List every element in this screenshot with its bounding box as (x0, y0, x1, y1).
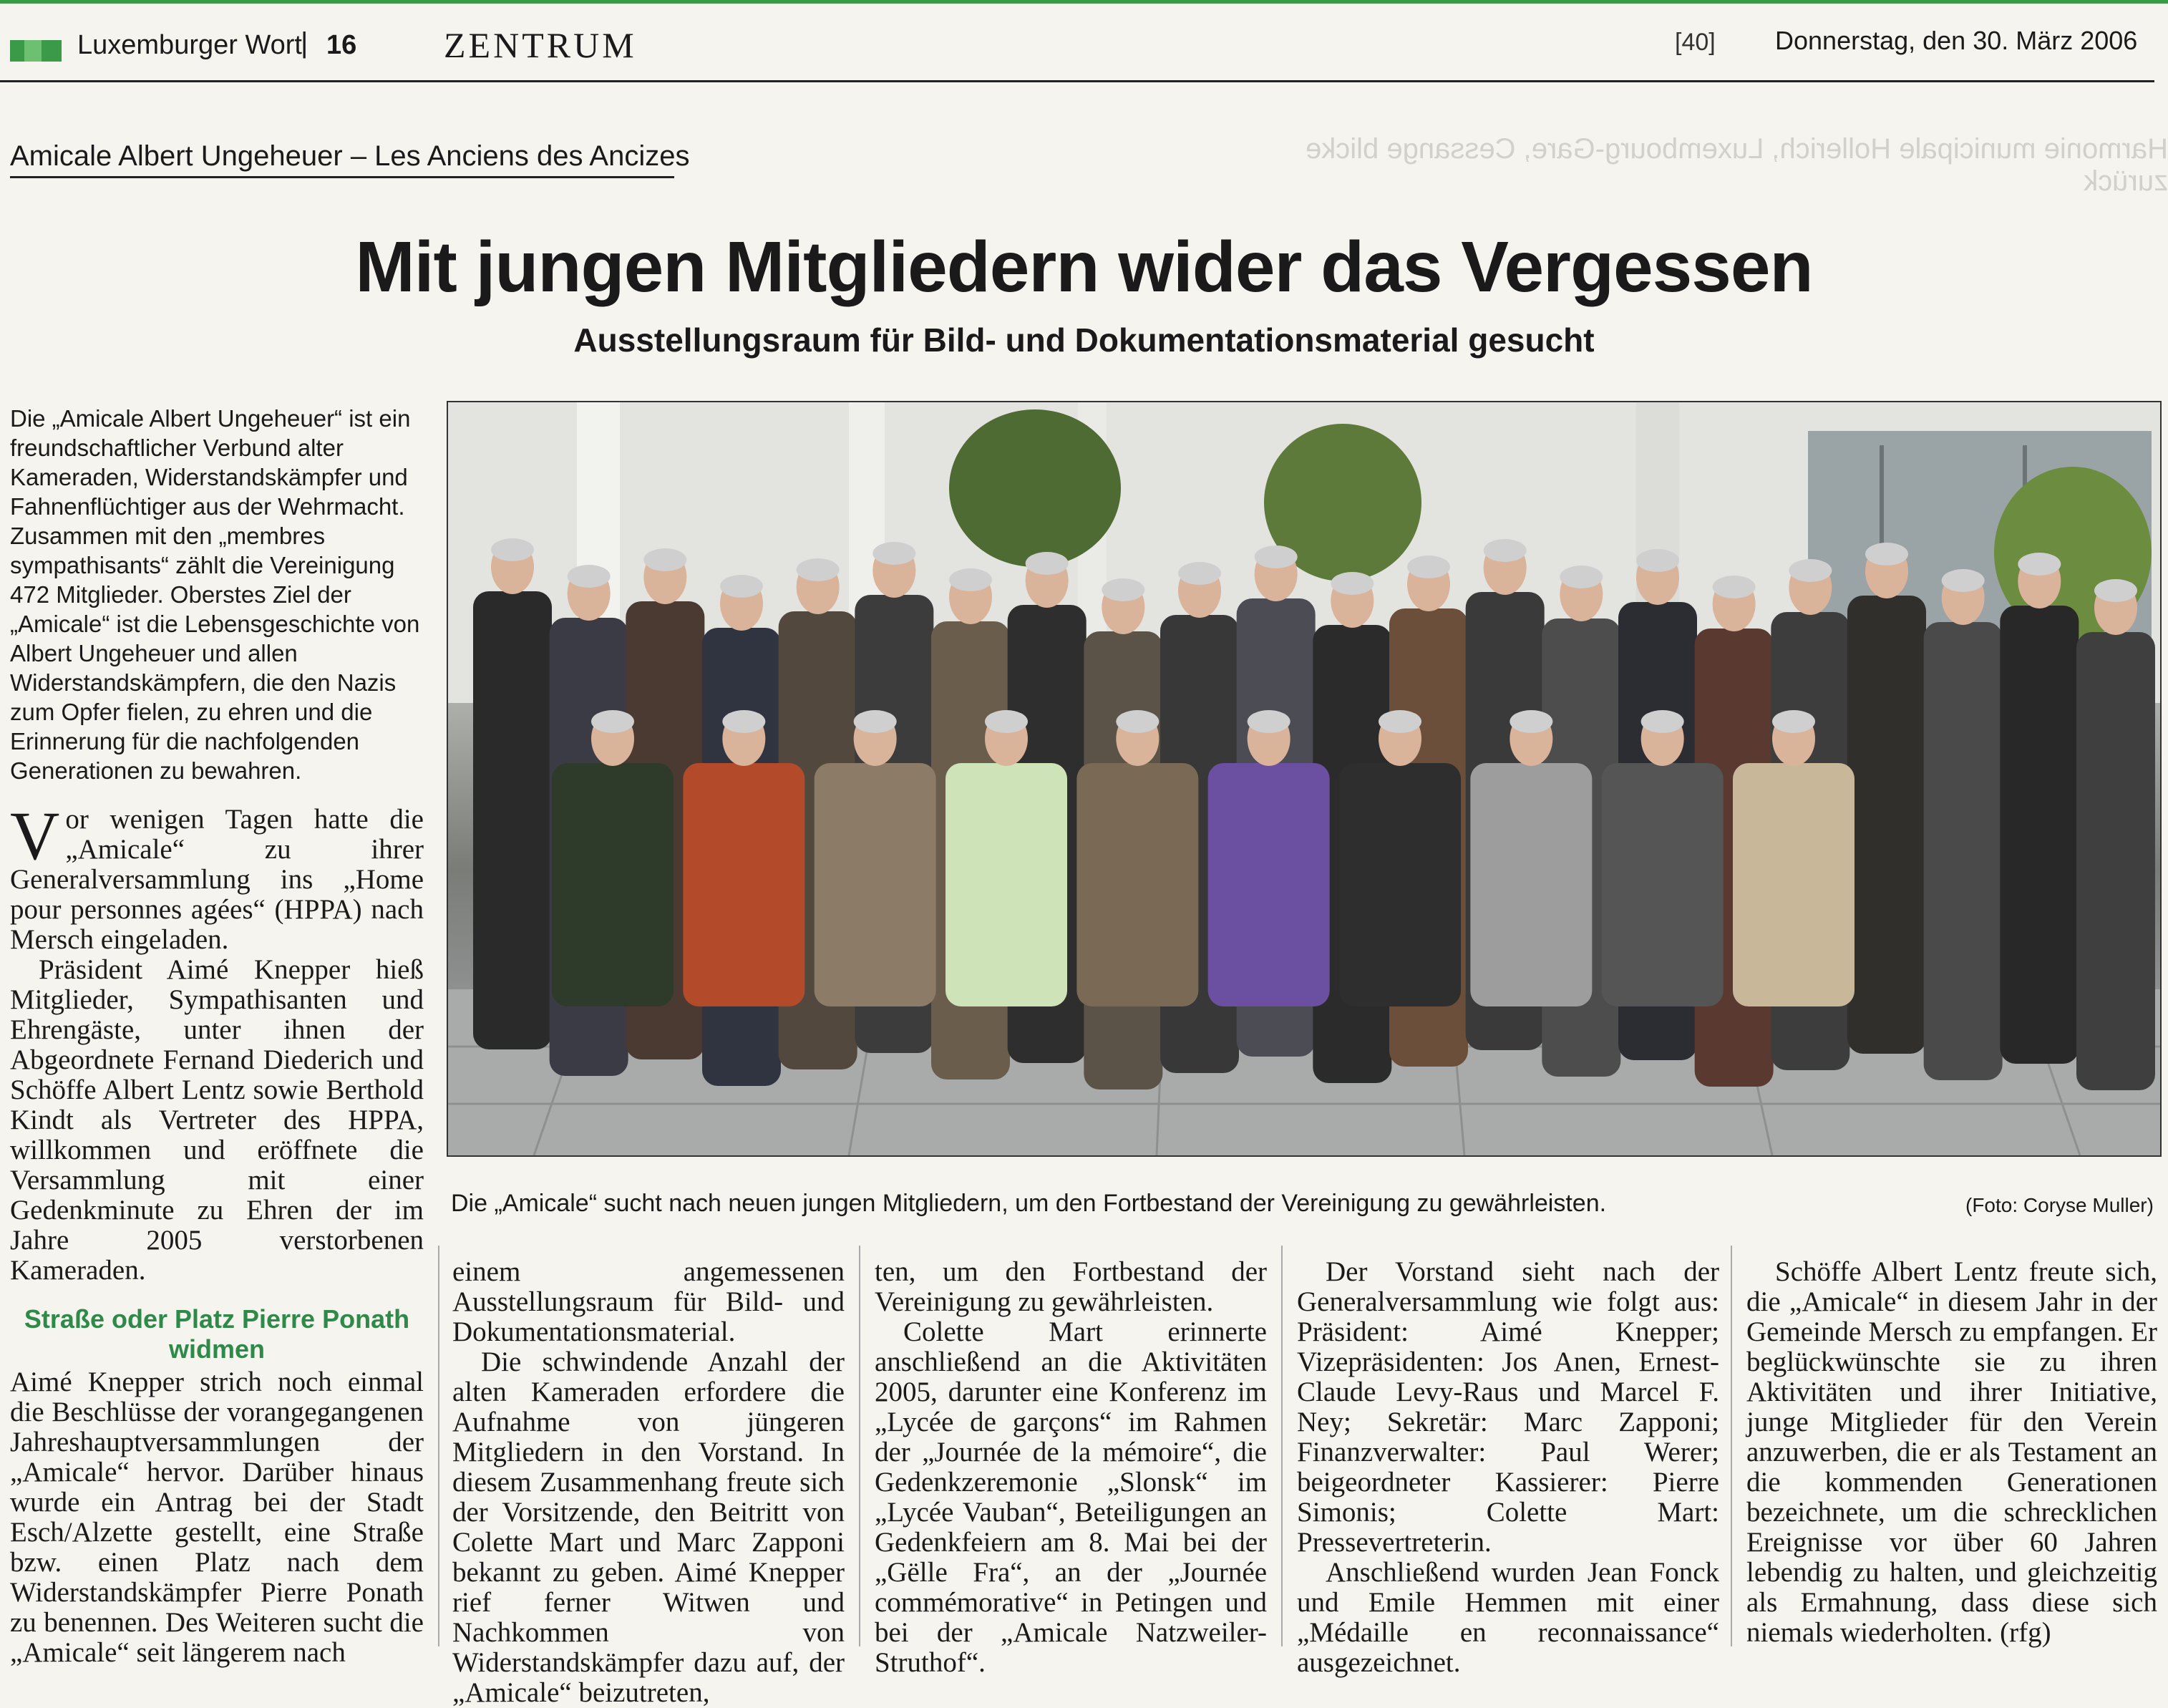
newspaper-name: Luxemburger Wort (77, 30, 302, 60)
drop-cap: V (10, 797, 60, 874)
text-column-4 (1297, 1257, 1719, 1678)
photo-caption: Die „Amicale“ sucht nach neuen jungen Mitgliedern, um den Fortbestand der Vereinigung zu gewährleisten. (451, 1190, 1607, 1217)
subheadline: Ausstellungsraum für Bild- und Dokumentationsmaterial gesucht (573, 321, 1595, 359)
standing-person (1924, 569, 2003, 1080)
text-column-5 (1746, 1257, 2157, 1648)
paragraph: Präsident Aimé Knepper hieß Mitglieder, Sympathisanten und Ehrengäste, unter ihnen der Abgeordnete Fernand Diederich und Schöffe Albert Lentz sowie Berthold Kindt als Vertreter des HPPA, willkommen und eröffnete die Versammlung mit einer Gedenkminute zu Ehren der im Jahre 2005 verstorbenen Kameraden. (10, 954, 424, 1286)
section-name: ZENTRUM (444, 25, 637, 65)
top-accent-rule (0, 0, 2168, 4)
paragraph: Schöffe Albert Lentz freute sich, die „Amicale“ in diesem Jahr in der Gemeinde Mersch zu empfangen. Er beglückwünschte sie zu ihren Aktivitäten und ihrer Initiative, junge Mitglieder für den Verein anzuwerben, die er als Testament an die kommenden Generationen bezeichnete, um die schrecklichen Ereignisse vor über 60 Jahren lebendig zu halten, und gleichzeitig als Ermahnung, dass diese sich niemals wiederholten. (rfg) (1746, 1256, 2157, 1648)
standing-person (473, 538, 552, 1049)
article-kicker: Amicale Albert Ungeheuer – Les Anciens des Ancizes (10, 140, 690, 172)
paragraph: ten, um den Fortbestand der Vereinigung zu gewährleisten. (875, 1256, 1267, 1317)
kicker-rule (10, 176, 674, 178)
issue-date: Donnerstag, den 30. März 2006 (1775, 26, 2138, 55)
standing-person (2076, 579, 2155, 1090)
paragraph: Die schwindende Anzahl der alten Kameraden erfordere die Aufnahme von jüngeren Mitgliedern in den Vorstand. In diesem Zusammenhang freute sich der Vorsitzende, den Beitritt von Colette Mart und Marc Zapponi bekannt zu geben. Aimé Knepper rief ferner Witwen und Nachkommen von Widerstandskämpfer dazu auf, der „Amicale“ beizutreten, (452, 1346, 845, 1708)
text-column-2 (452, 1257, 845, 1708)
column-separator (859, 1246, 860, 1646)
column-separator (1281, 1246, 1283, 1646)
paragraph: Aimé Knepper strich noch einmal die Beschlüsse der vorangegangenen Jahreshauptversammlungen der „Amicale“ hervor. Darüber hinaus wurde ein Antrag bei der Stadt Esch/Alzette gestellt, eine Straße bzw. einen Platz nach dem Widerstandskämpfer Pierre Ponath zu benennen. Des Weiteren sucht die „Amicale“ seit längerem nach (10, 1367, 424, 1668)
standing-person (2000, 553, 2079, 1064)
paragraph: or wenigen Tagen hatte die „Amicale“ zu ihrer Generalversammlung ins „Home pour personnes agées“ (HPPA) nach Mersch eingeladen. (10, 804, 424, 955)
section-subtitle: Straße oder Platz Pierre Ponath widmen (24, 1304, 410, 1364)
group-photo-drawing (448, 402, 2160, 1155)
paragraph: Colette Mart erinnerte anschließend an die Aktivitäten 2005, darunter eine Konferenz im „Lycée de garçons“ im Rahmen der „Journée de la mémoire“, die Gedenkzeremonie „Slonsk“ im „Lycée Vauban“, Beteiligungen an Gedenkfeiern am 8. Mai bei der „Gëlle Fra“, an der „Journée commémorative“ in Petingen und bei der „Amicale Natzweiler-Struthof“. (875, 1316, 1267, 1678)
paragraph: Der Vorstand sieht nach der Generalversammlung wie folgt aus: Präsident: Aimé Knepper; Vizepräsidenten: Jos Anen, Ernest-Claude Levy-Raus und Marcel F. Ney; Sekretär: Marc Zapponi; Finanzverwalter: Paul Werer; beigeordneter Kassierer: Pierre Simonis; Colette Mart: Pressevertreterin. (1297, 1256, 1719, 1558)
paragraph: Anschließend wurden Jean Fonck und Emile Hemmen mit einer „Médaille en reconnaissance“ ausgezeichnet. (1297, 1557, 1719, 1678)
photo-credit: (Foto: Coryse Muller) (1965, 1194, 2154, 1216)
headline: Mit jungen Mitgliedern wider das Vergessen (355, 227, 1813, 307)
column-separator (1731, 1246, 1732, 1646)
paragraph: einem angemessenen Ausstellungsraum für Bild- und Dokumentationsmaterial. (452, 1256, 845, 1347)
bleed-through-text: Harmonie municipale Hollerich, Luxembourg-Gare, Cessange blicke zurück (1306, 133, 2168, 197)
folio-marker: [40] (1675, 29, 1716, 56)
text-column-3 (875, 1257, 1267, 1678)
masthead-divider: | (301, 27, 308, 59)
group-photo (447, 401, 2162, 1157)
section-color-block (10, 40, 62, 62)
column-separator (438, 1246, 439, 1646)
header-rule (0, 80, 2154, 82)
page-number: 16 (326, 30, 357, 60)
standing-person (1847, 543, 1926, 1054)
article-intro: Die „Amicale Albert Ungeheuer“ ist ein freundschaftlicher Verbund alter Kameraden, Widerstandskämpfer und Fahnenflüchtiger aus der Wehrmacht. Zusammen mit den „membres sympathisants“ zählt die Vereinigung 472 Mitglieder. Oberstes Ziel der „Amicale“ ist die Lebensgeschichte von Albert Ungeheuer und allen Widerstandskämpfern, die den Nazis zum Opfer fielen, zu ehren und die Erinnerung für die nachfolgenden Generationen zu bewahren. (10, 405, 420, 784)
text-column-1 (10, 797, 424, 1668)
